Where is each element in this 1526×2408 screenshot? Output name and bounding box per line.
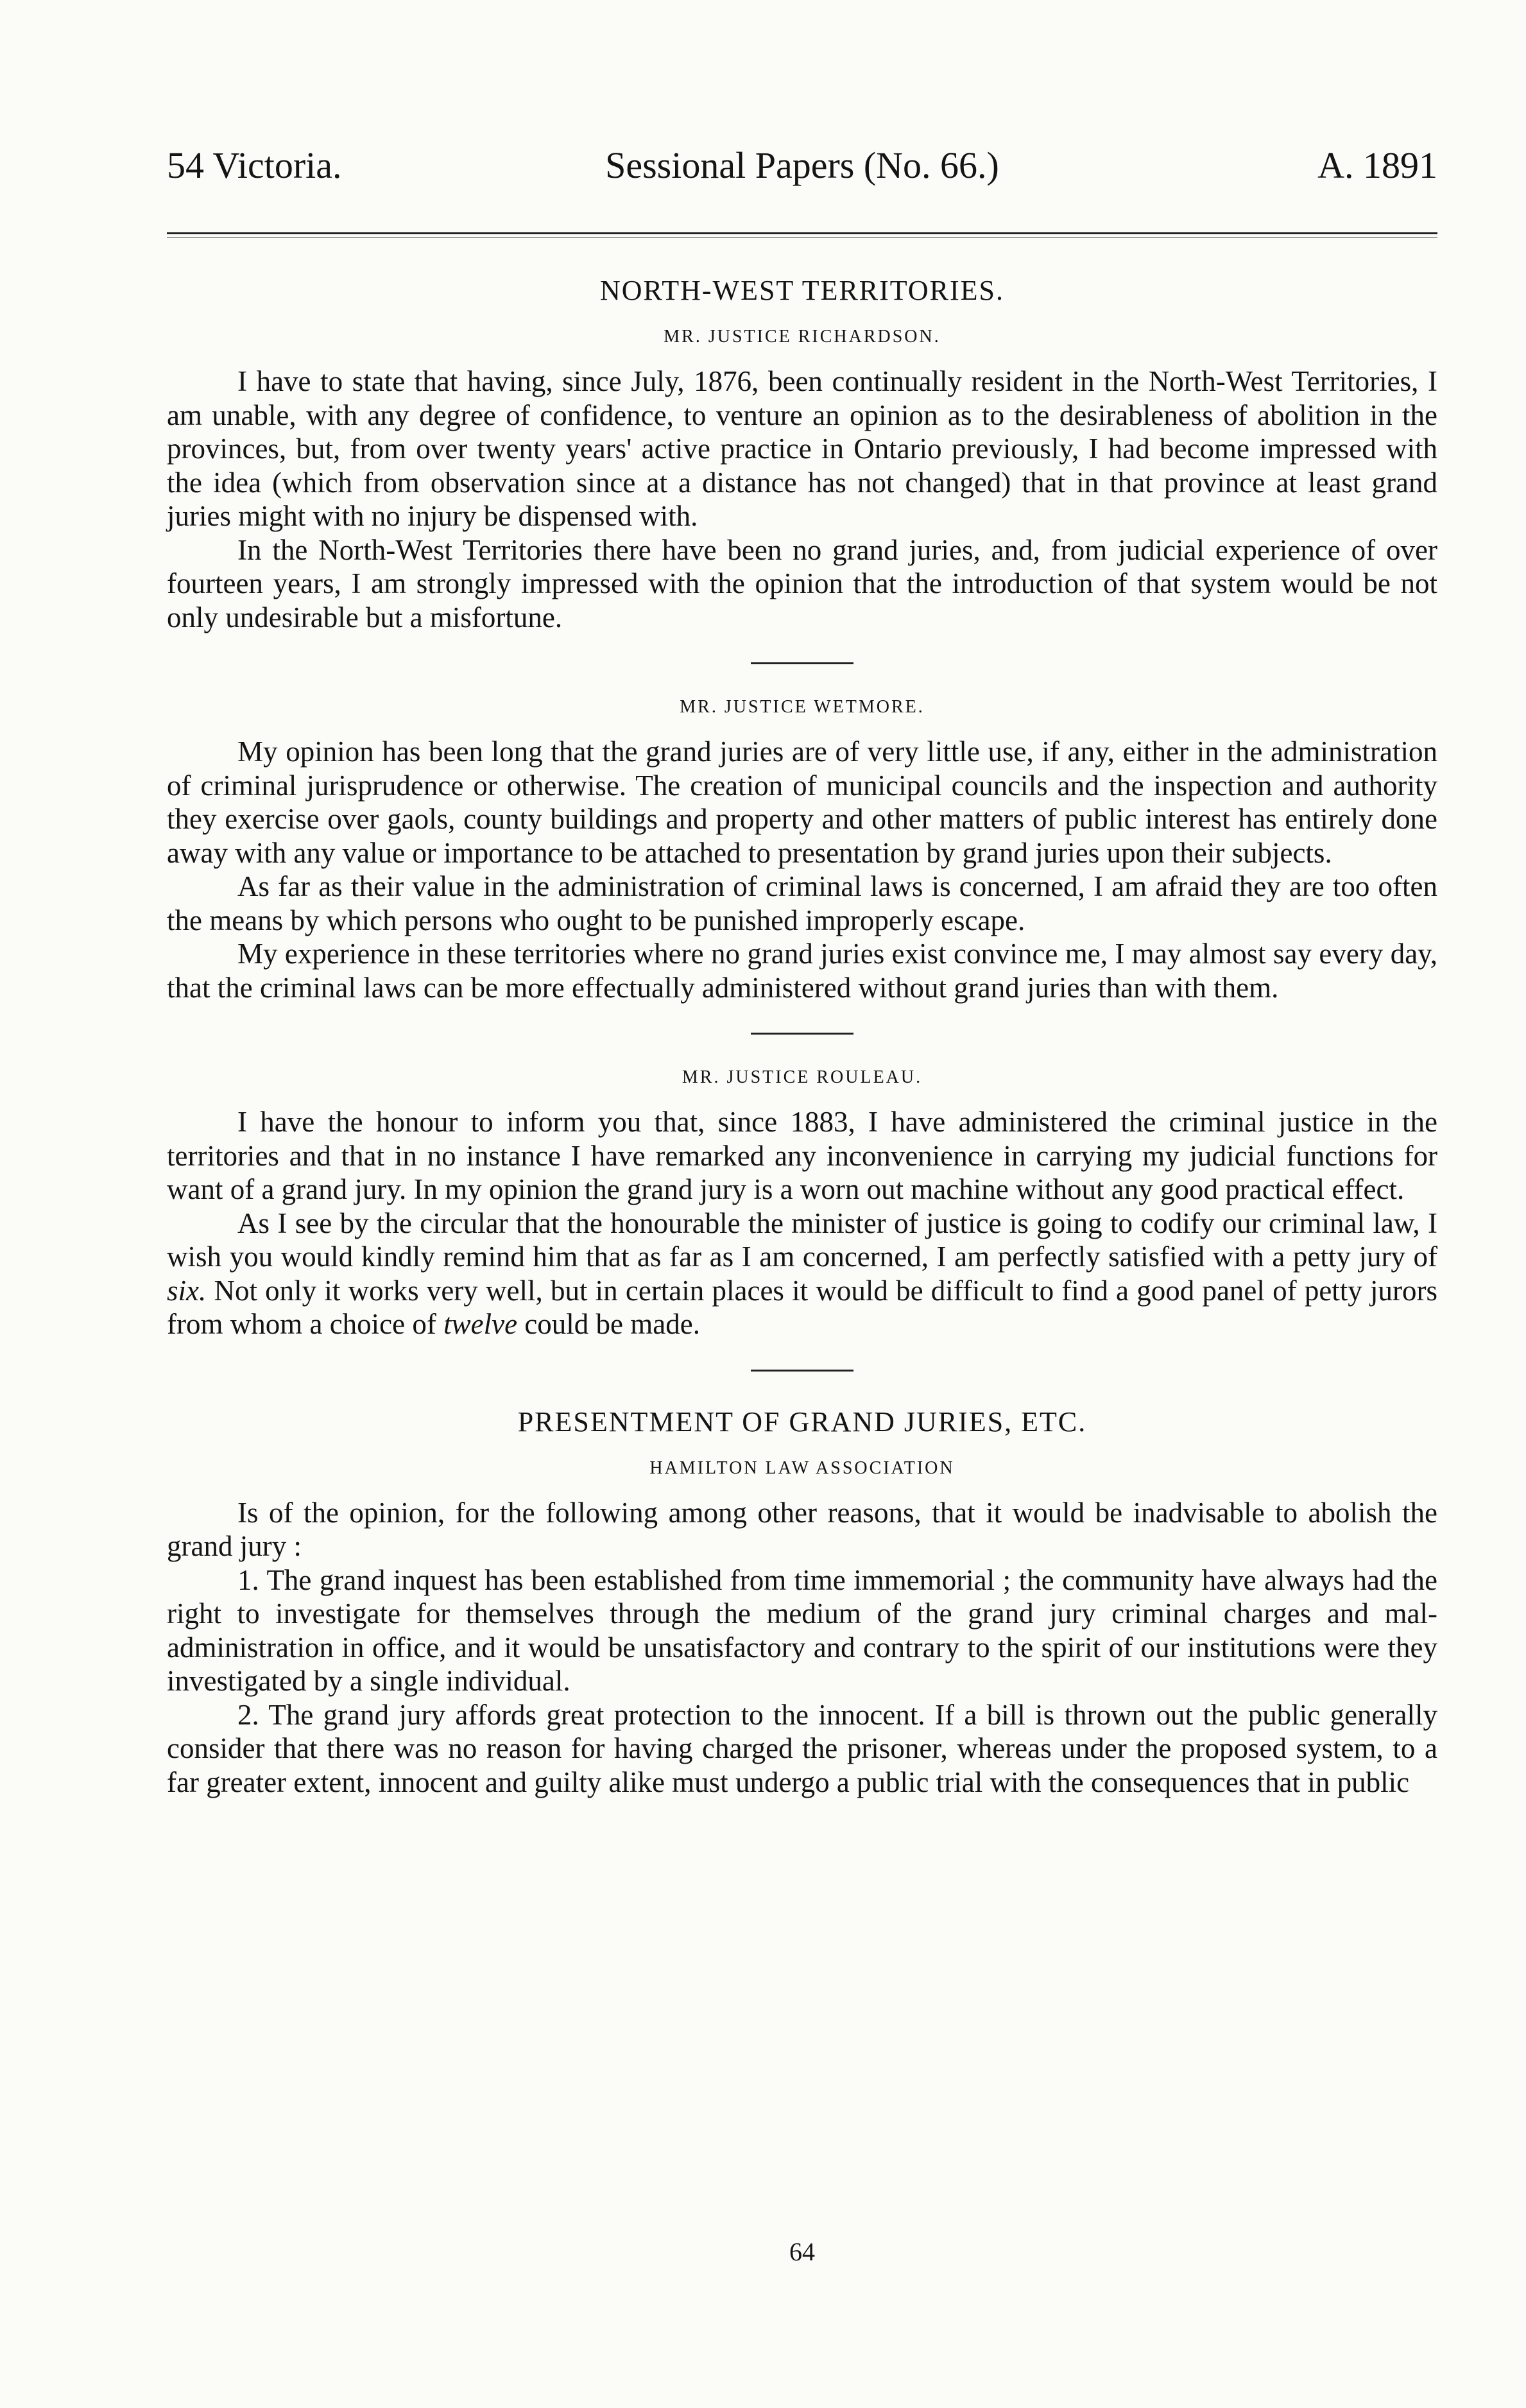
header-rule-thin xyxy=(167,237,1437,238)
document-body xyxy=(167,270,1437,1799)
paragraph: I have the honour to inform you that, since 1883, I have administered the criminal justice in the territories and that in no instance I have remarked any inconvenience in carrying my judicial functions for want of a grand jury. In my opinion the grand jury is a worn out machine without any good practical effect. xyxy=(167,1106,1437,1205)
paragraph: I have to state that having, since July, 1876, been continually resident in the North-West Territories, I am unable, with any degree of confidence, to venture an opinion as to the desirableness of abolition in the provinces, but, from over twenty years' active practice in Ontario previously, I had become impressed with the idea (which from observation since at a distance has not changed) that in that province at least grand juries might with no injury be dispensed with. xyxy=(167,365,1437,532)
paragraph: As far as their value in the administration of criminal laws is concerned, I am afraid they are too often the means by which persons who ought to be punished improperly escape. xyxy=(167,870,1437,936)
paragraph: 1. The grand inquest has been established from time immemorial ; the community have always had the right to investigate for themselves through the medium of the grand jury criminal charges and mal-administration in office, and it would be unsatisfactory and contrary to the spirit of our institutions were they investigated by a single individual. xyxy=(167,1563,1437,1697)
paragraph: My opinion has been long that the grand juries are of very little use, if any, either in the administration of criminal jurisprudence or otherwise. The creation of municipal councils and the inspection and authority they exercise over gaols, county buildings and property and other matters of public interest has entirely done away with any value or importance to be attached to presentation by grand juries upon their subjects. xyxy=(167,735,1437,869)
italic-twelve: twelve xyxy=(443,1308,518,1340)
paragraph: Is of the opinion, for the following among other reasons, that it would be inadvisable to abolish the grand jury : xyxy=(167,1496,1437,1562)
header-rule xyxy=(167,232,1437,234)
section-title-presentment: PRESENTMENT OF GRAND JURIES, ETC. xyxy=(517,1406,1087,1438)
paragraph xyxy=(167,1207,1437,1341)
italic-six: six. xyxy=(167,1274,207,1307)
section-separator xyxy=(751,1033,853,1035)
text-run: could be made. xyxy=(517,1308,700,1340)
running-head-right: A. 1891 xyxy=(1317,144,1437,186)
heading-justice-rouleau: MR. JUSTICE ROULEAU. xyxy=(682,1067,923,1087)
section-title-north-west: NORTH-WEST TERRITORIES. xyxy=(599,275,1005,306)
heading-justice-wetmore: MR. JUSTICE WETMORE. xyxy=(680,697,925,717)
running-head-left: 54 Victoria. xyxy=(167,144,342,186)
text-run: Not only it works very well, but in certain places it would be difficult to find a good panel of petty jurors from whom a choice of xyxy=(167,1274,1437,1340)
heading-hamilton-law-association: HAMILTON LAW ASSOCIATION xyxy=(649,1458,955,1478)
running-head xyxy=(167,140,1437,191)
paragraph: My experience in these territories where no grand juries exist convince me, I may almost say every day, that the criminal laws can be more effectually administered without grand juries than with them. xyxy=(167,938,1437,1004)
running-head-center: Sessional Papers (No. 66.) xyxy=(605,144,999,186)
text-run: As I see by the circular that the honourable the minister of justice is going to codify our criminal law, I wish you would kindly remind him that as far as I am concerned, I am perfectly satisfied with a petty jury of xyxy=(167,1207,1437,1273)
paragraph: 2. The grand jury affords great protection to the innocent. If a bill is thrown out the public generally consider that there was no reason for having charged the prisoner, whereas under the proposed system, to a far greater extent, innocent and guilty alike must undergo a public trial with the consequences that in public xyxy=(167,1698,1437,1798)
section-separator xyxy=(751,1370,853,1372)
section-separator xyxy=(751,662,853,664)
heading-justice-richardson: MR. JUSTICE RICHARDSON. xyxy=(664,327,941,347)
paragraph: In the North-West Territories there have been no grand juries, and, from judicial experience of over fourteen years, I am strongly impressed with the opinion that the introduction of that system would be not only undesirable but a misfortune. xyxy=(167,533,1437,633)
page-number: 64 xyxy=(789,2237,815,2266)
